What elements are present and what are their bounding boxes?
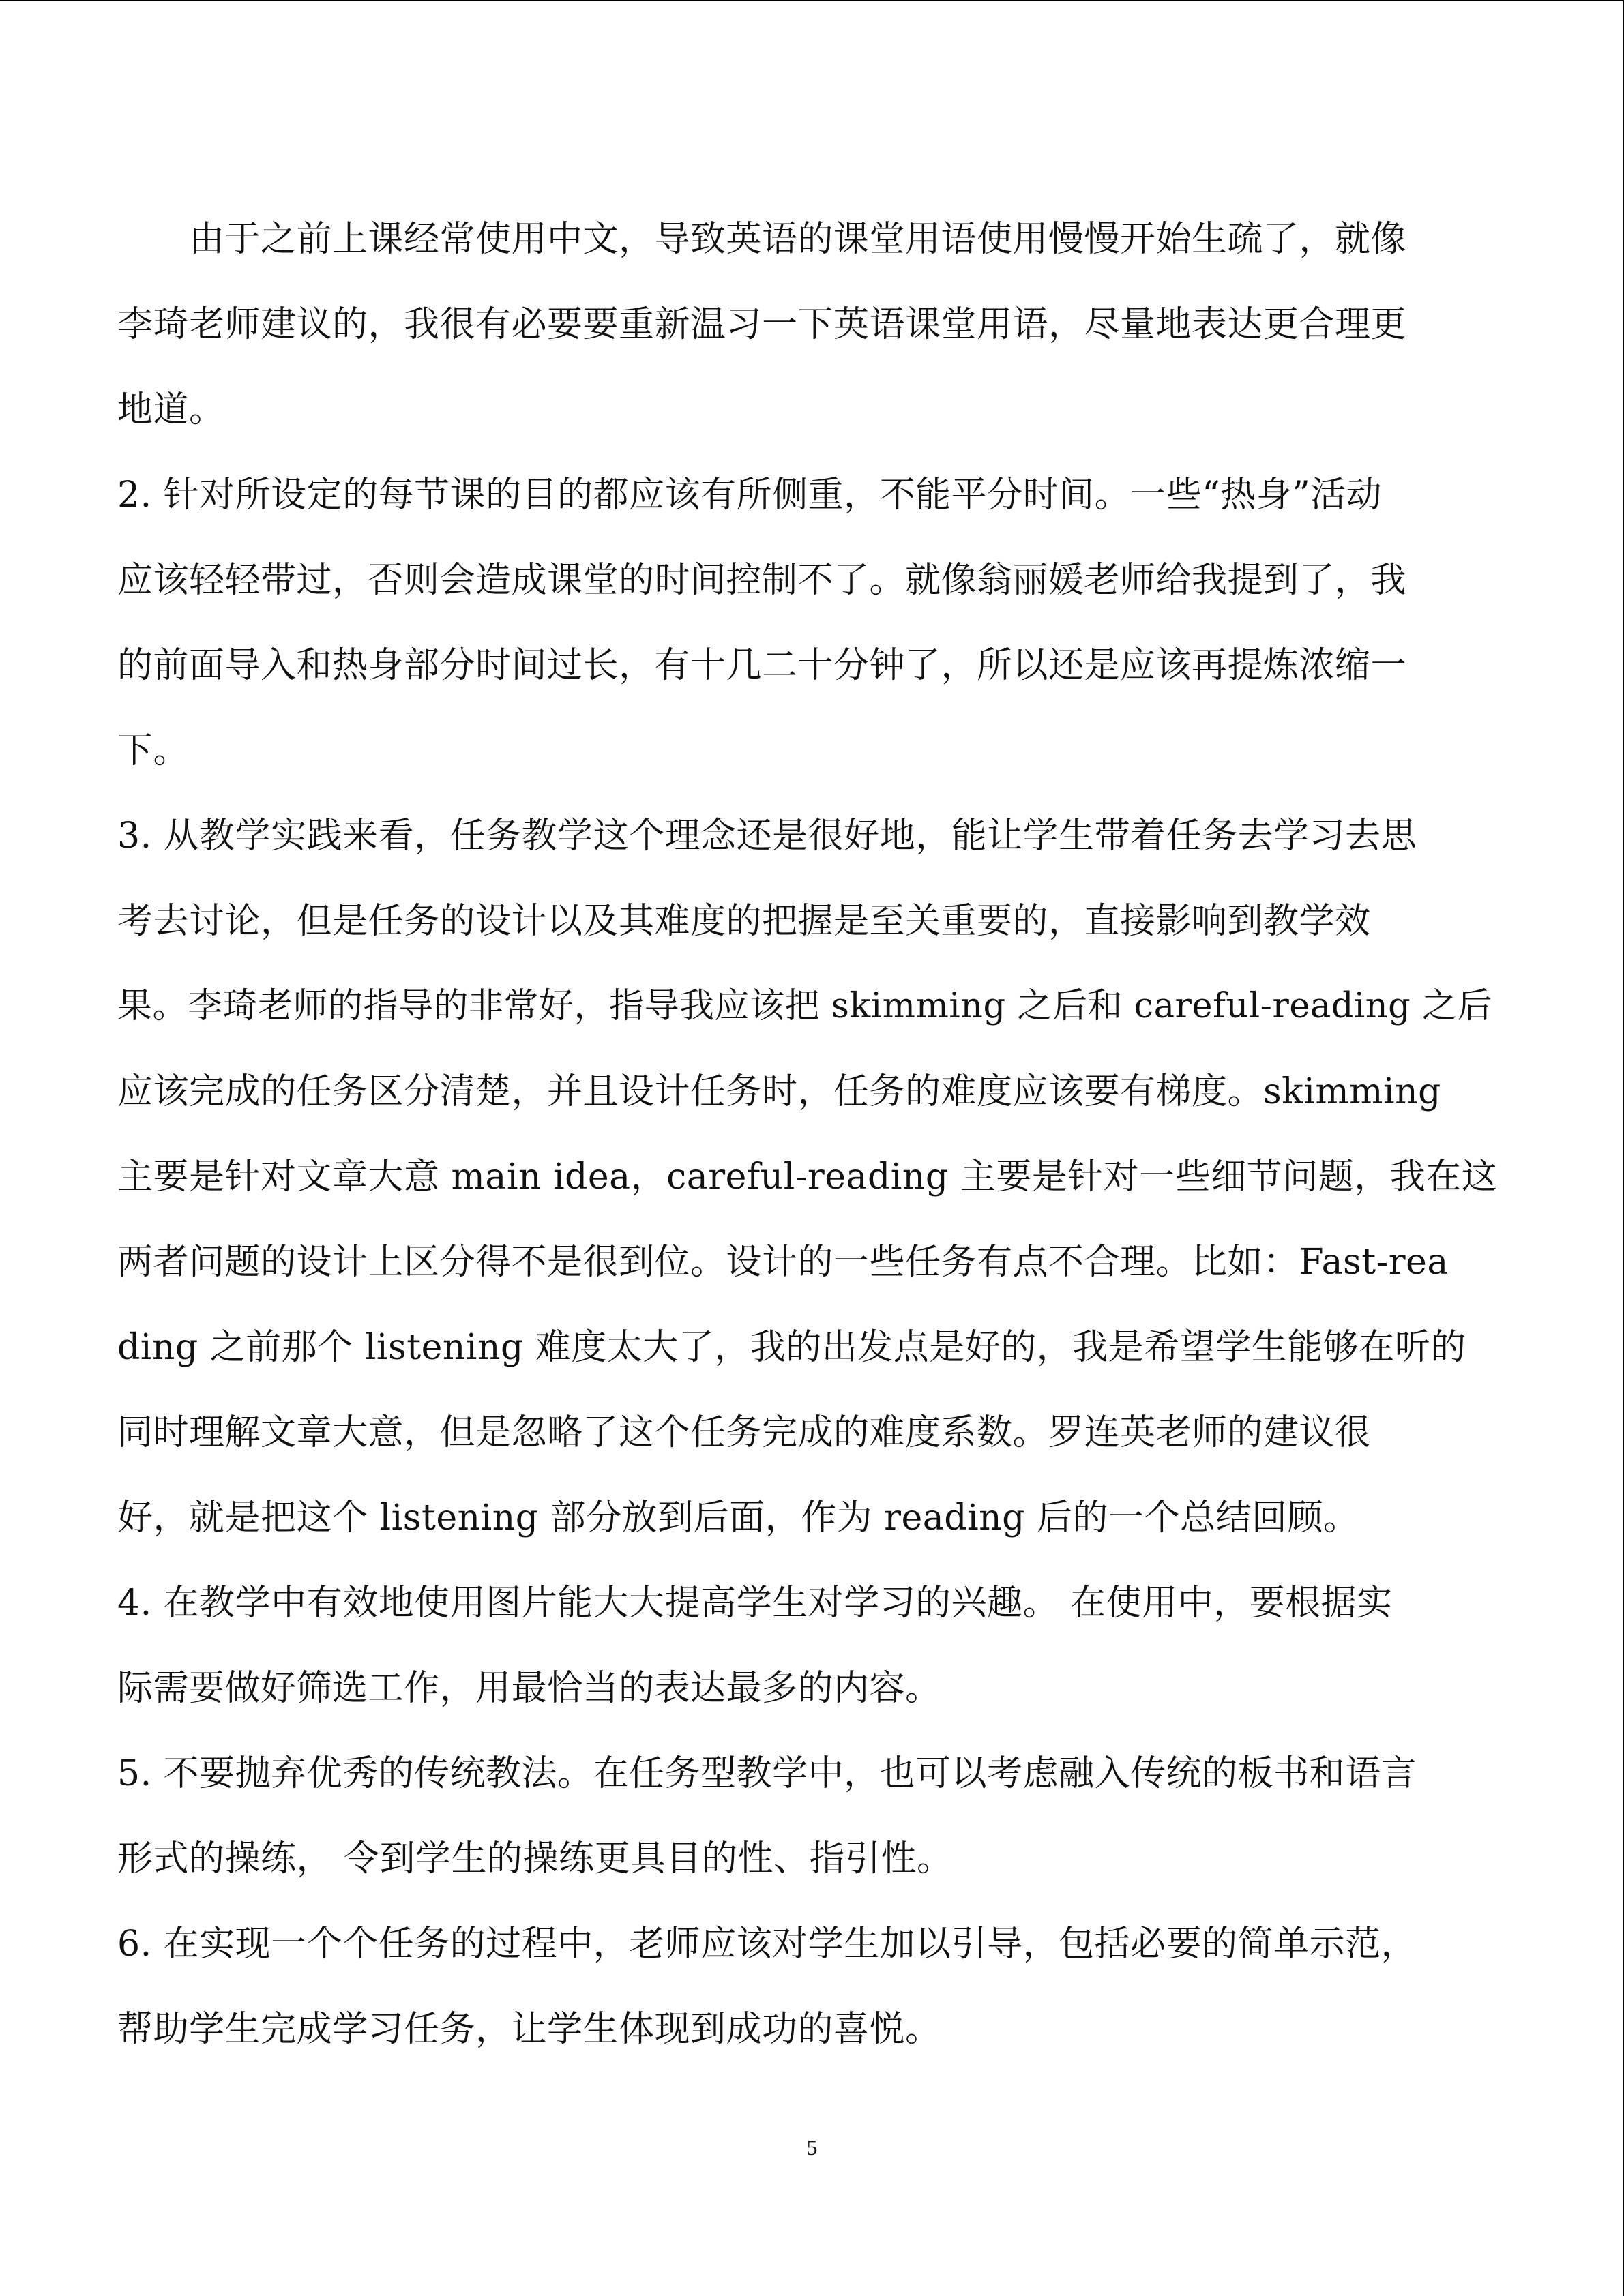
text-line-21: 6. 在实现一个个任务的过程中，老师应该对学生加以引导，包括必要的简单示范， bbox=[117, 1924, 1417, 1965]
text-line-18: 际需要做好筛选工作，用最恰当的表达最多的内容。 bbox=[117, 1668, 941, 1709]
text-line-14: ding 之前那个 listening 难度太大了，我的出发点是好的，我是希望学生能够在听的 bbox=[117, 1327, 1466, 1368]
page-number: 5 bbox=[806, 2135, 818, 2160]
text-line-4: 2. 针对所设定的每节课的目的都应该有所侧重，不能平分时间。一些“热身”活动 bbox=[117, 475, 1383, 516]
text-line-12: 主要是针对文章大意 main idea，careful-reading 主要是针对一些细节问题，我在这 bbox=[117, 1157, 1498, 1197]
text-line-17: 4. 在教学中有效地使用图片能大大提高学生对学习的兴趣。 在使用中，要根据实 bbox=[117, 1583, 1393, 1624]
text-line-13: 两者问题的设计上区分得不是很到位。设计的一些任务有点不合理。比如：Fast-rea bbox=[117, 1242, 1449, 1283]
text-line-10: 果。李琦老师的指导的非常好，指导我应该把 skimming 之后和 careful-reading 之后 bbox=[117, 986, 1492, 1026]
text-line-1: 由于之前上课经常使用中文，导致英语的课堂用语使用慢慢开始生疏了，就像 bbox=[117, 219, 1407, 260]
text-line-22: 帮助学生完成学习任务，让学生体现到成功的喜悦。 bbox=[117, 2009, 941, 2050]
text-line-3: 地道。 bbox=[117, 389, 225, 430]
text-line-16: 好，就是把这个 listening 部分放到后面，作为 reading 后的一个总结回顾。 bbox=[117, 1497, 1359, 1538]
text-line-15: 同时理解文章大意，但是忽略了这个任务完成的难度系数。罗连英老师的建议很 bbox=[117, 1412, 1371, 1453]
text-line-20: 形式的操练， 令到学生的操练更具目的性、指引性。 bbox=[117, 1838, 953, 1879]
text-line-9: 考去讨论，但是任务的设计以及其难度的把握是至关重要的，直接影响到教学效 bbox=[117, 901, 1371, 942]
text-line-5: 应该轻轻带过，否则会造成课堂的时间控制不了。就像翁丽媛老师给我提到了，我 bbox=[117, 560, 1407, 601]
text-line-7: 下。 bbox=[117, 730, 190, 771]
text-line-2: 李琦老师建议的，我很有必要要重新温习一下英语课堂用语，尽量地表达更合理更 bbox=[117, 304, 1407, 345]
text-line-8: 3. 从教学实践来看，任务教学这个理念还是很好地，能让学生带着任务去学习去思 bbox=[117, 816, 1417, 856]
text-line-19: 5. 不要抛弃优秀的传统教法。在任务型教学中，也可以考虑融入传统的板书和语言 bbox=[117, 1753, 1417, 1794]
text-line-6: 的前面导入和热身部分时间过长，有十几二十分钟了，所以还是应该再提炼浓缩一 bbox=[117, 645, 1407, 686]
text-line-11: 应该完成的任务区分清楚，并且设计任务时，任务的难度应该要有梯度。skimming bbox=[117, 1071, 1441, 1112]
